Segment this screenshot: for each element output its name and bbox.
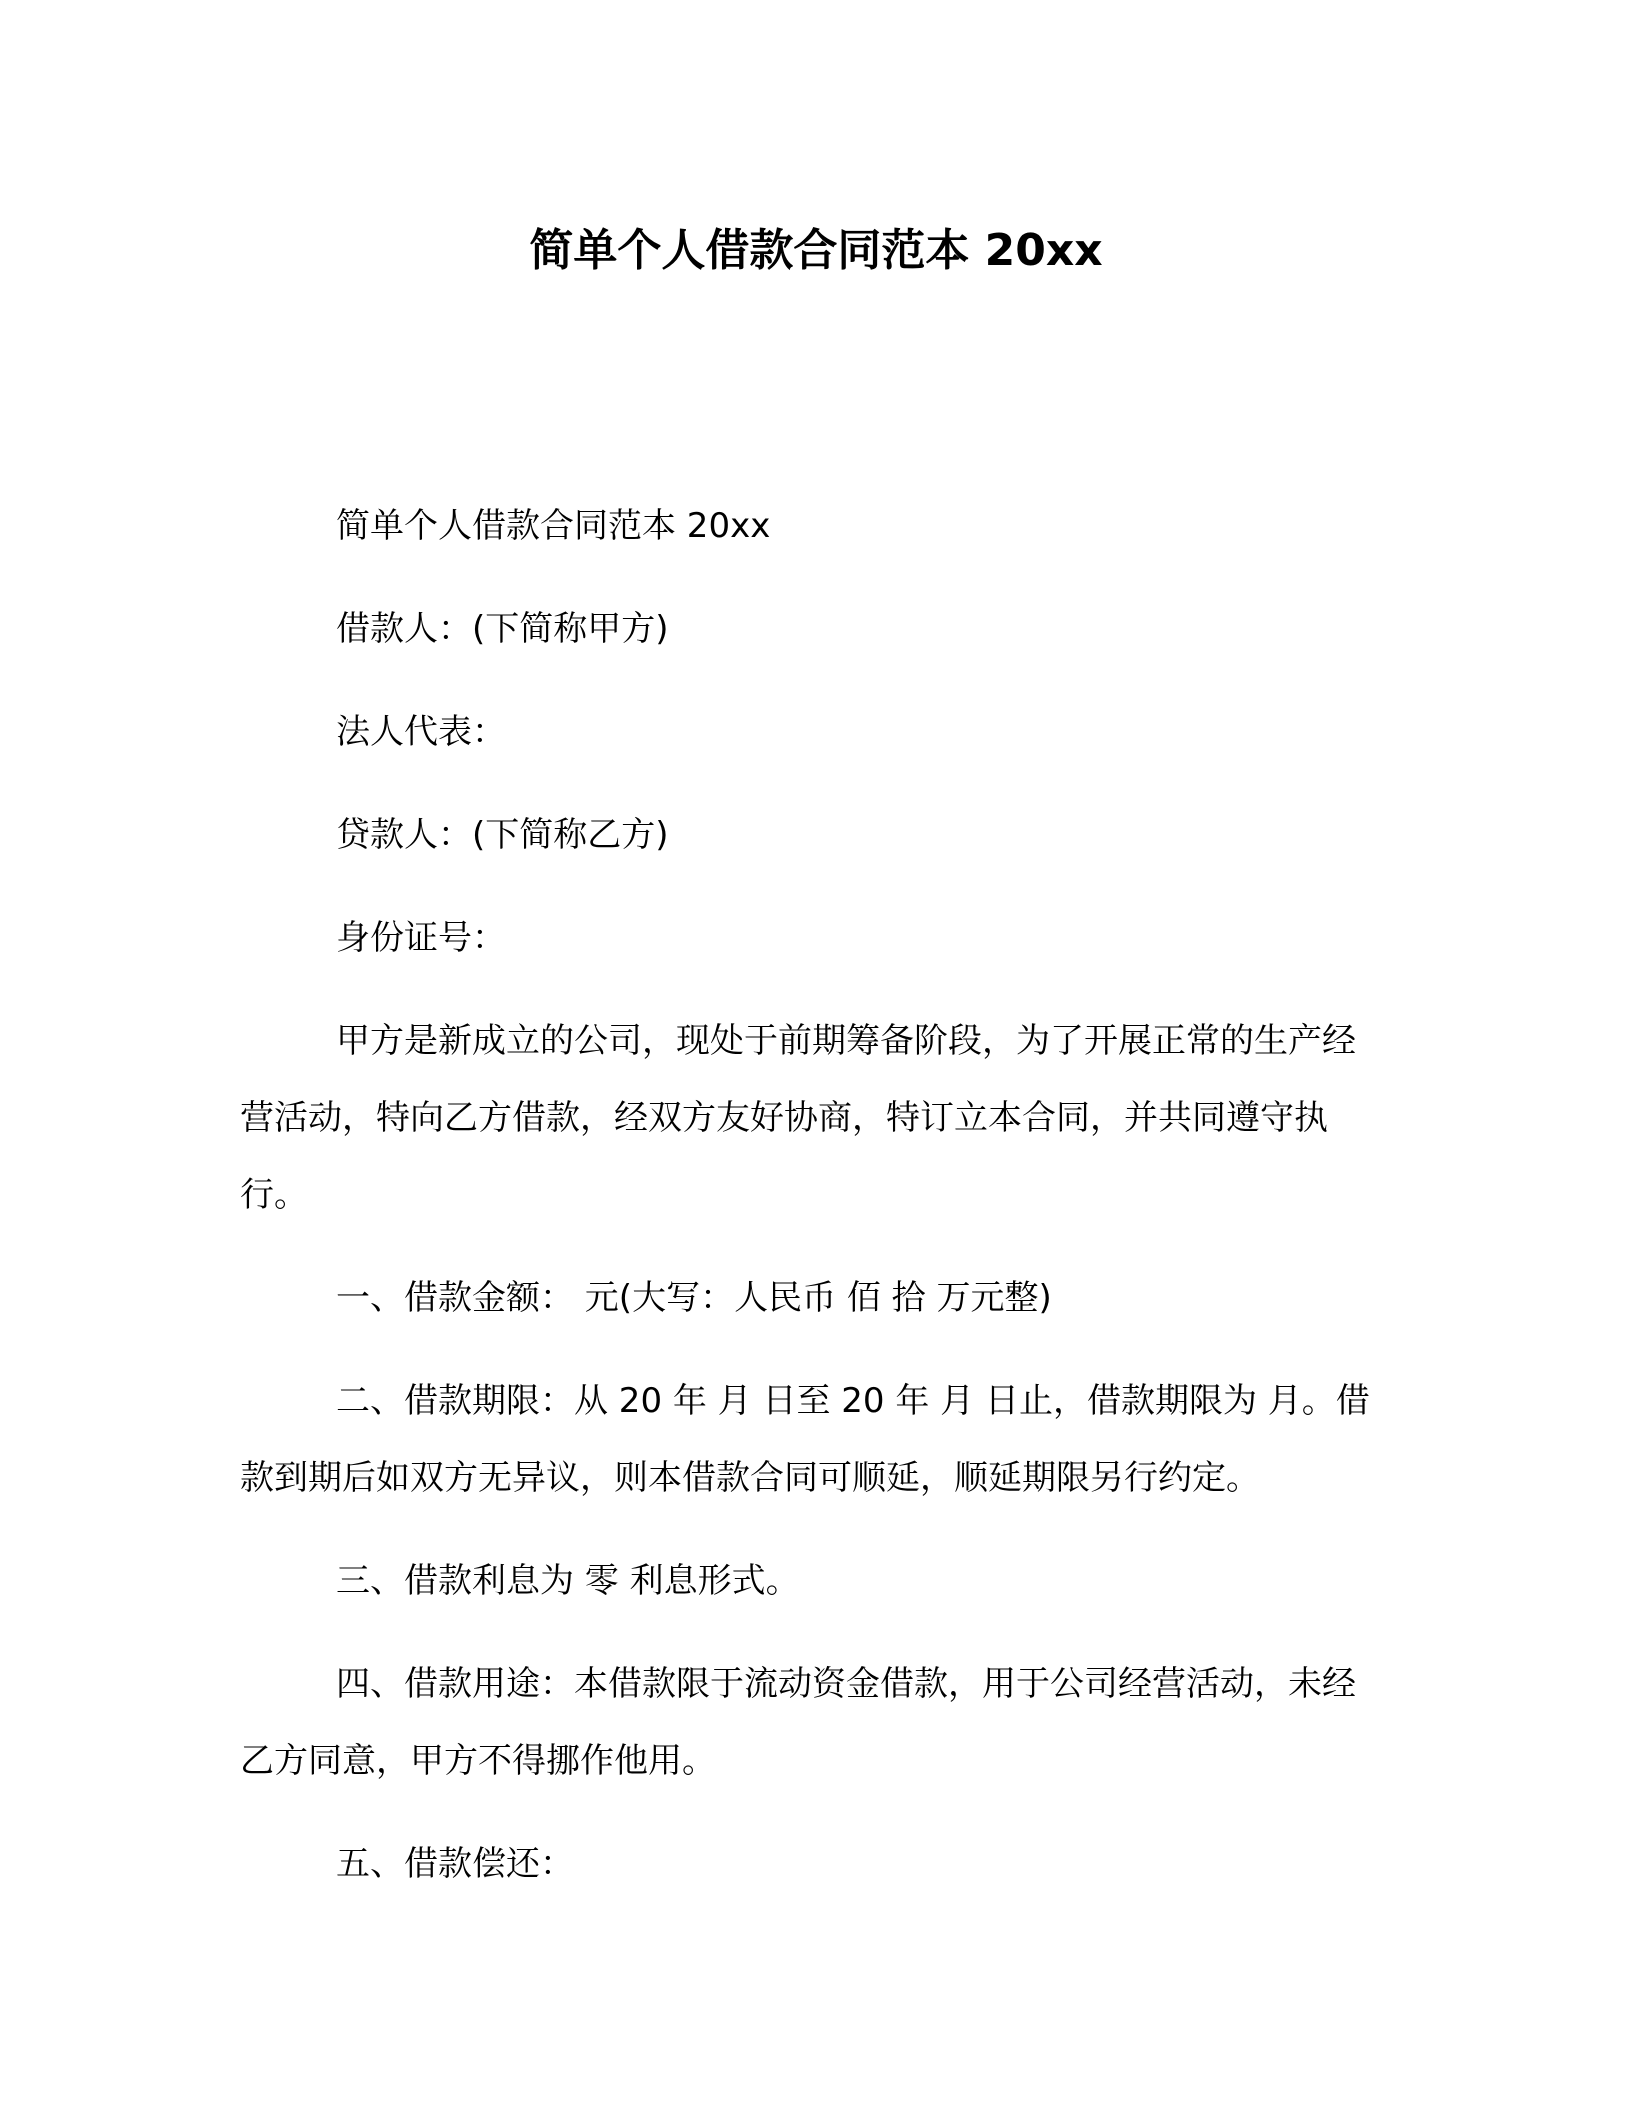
paragraph-preamble: 甲方是新成立的公司，现处于前期筹备阶段，为了开展正常的生产经营活动，特向乙方借款，经双方友好协商，特订立本合同，并共同遵守执行。 (240, 1021, 1356, 1215)
paragraph-lender: 贷款人：(下简称乙方) (336, 815, 669, 855)
paragraph-id-number: 身份证号： (336, 918, 506, 958)
document-body (240, 488, 1380, 1929)
paragraph-clause-2: 二、借款期限：从 20 年 月 日至 20 年 月 日止，借款期限为 月。借款到期后如双方无异议，则本借款合同可顺延，顺延期限另行约定。 (240, 1381, 1370, 1498)
paragraph-borrower: 借款人：(下简称甲方) (336, 609, 669, 649)
paragraph-legal-representative: 法人代表： (336, 712, 506, 752)
paragraph-clause-4: 四、借款用途：本借款限于流动资金借款，用于公司经营活动，未经乙方同意，甲方不得挪作他用。 (240, 1664, 1356, 1781)
document-title: 简单个人借款合同范本 20xx (529, 225, 1103, 276)
paragraph-clause-3: 三、借款利息为 零 利息形式。 (336, 1561, 800, 1601)
paragraph-clause-5: 五、借款偿还： (336, 1844, 574, 1884)
paragraph-clause-1: 一、借款金额： 元(大写：人民币 佰 拾 万元整) (336, 1278, 1052, 1318)
paragraph-heading: 简单个人借款合同范本 20xx (336, 506, 771, 546)
